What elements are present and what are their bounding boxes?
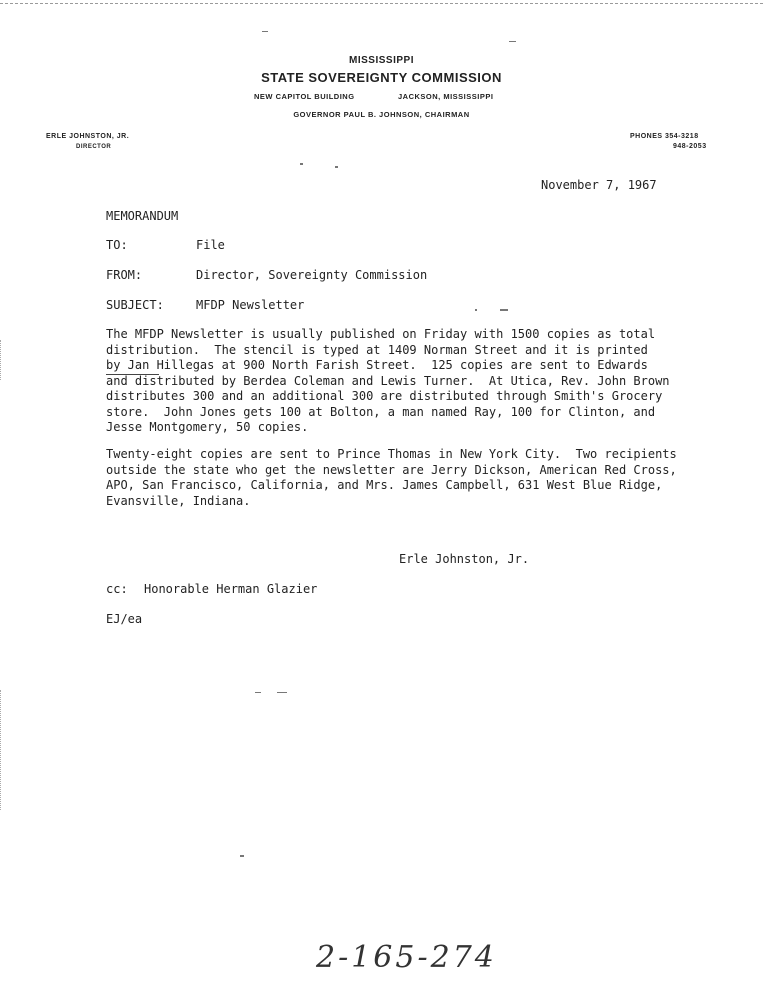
paragraph-line: Evansville, Indiana. (106, 493, 251, 508)
letterhead-city: JACKSON, MISSISSIPPI (398, 92, 494, 101)
phones-secondary: 948-2053 (673, 143, 707, 150)
director-title: DIRECTOR (76, 144, 112, 150)
phones-primary: PHONES 354-3218 (630, 133, 699, 140)
scan-speck (335, 166, 338, 168)
paragraph-line: The MFDP Newsletter is usually published on Friday with 1500 copies as total (106, 327, 656, 341)
scan-speck (262, 31, 268, 32)
margin-mark (0, 340, 2, 380)
margin-mark (0, 690, 2, 810)
handwritten-file-number: 2-165-274 (316, 940, 497, 975)
paragraph-line: outside the state who get the newsletter are Jerry Dickson, American Red Cross, (106, 462, 677, 477)
top-scan-edge (0, 3, 763, 4)
paragraph-line: Twenty-eight copies are sent to Prince Thomas in New York City. Two recipients (106, 447, 677, 461)
paragraph-line: store. John Jones gets 100 at Bolton, a man named Ray, 100 for Clinton, and (106, 404, 656, 419)
paragraph-line: Jesse Montgomery, 50 copies. (106, 420, 309, 434)
to-value: File (196, 238, 225, 252)
subject-value: MFDP Newsletter (196, 298, 305, 312)
subject-label: SUBJECT: (106, 298, 164, 312)
letterhead-building: NEW CAPITOL BUILDING (254, 92, 355, 101)
handwritten-underline (106, 374, 159, 375)
paragraph-line: and distributed by Berdea Coleman and Lewis Turner. At Utica, Rev. John Brown (106, 373, 670, 388)
letterhead-chairman: GOVERNOR PAUL B. JOHNSON, CHAIRMAN (293, 110, 470, 119)
paragraph-line: APO, San Francisco, California, and Mrs. James Campbell, 631 West Blue Ridge, (106, 478, 663, 492)
scan-speck (300, 163, 303, 165)
scan-speck (475, 309, 477, 311)
scan-speck (509, 41, 516, 42)
paragraph-1 (106, 327, 670, 436)
from-label: FROM: (106, 268, 143, 282)
memo-date: November 7, 1967 (541, 178, 657, 192)
typist-initials: EJ/ea (106, 612, 143, 626)
paragraph-line: distribution. The stencil is typed at 1409 Norman Street and it is printed (106, 342, 648, 357)
to-label: TO: (106, 238, 128, 252)
scan-speck (240, 855, 244, 857)
letterhead-commission: STATE SOVEREIGNTY COMMISSION (261, 70, 502, 85)
paragraph-line: by Jan Hillegas at 900 North Farish Street. 125 copies are sent to Edwards (106, 358, 648, 372)
cc-label: cc: (106, 582, 128, 596)
scan-speck (255, 692, 261, 693)
paragraph-2 (106, 447, 677, 509)
memo-heading: MEMORANDUM (106, 209, 179, 223)
director-name: ERLE JOHNSTON, JR. (46, 133, 130, 140)
scan-speck (277, 692, 287, 693)
from-value: Director, Sovereignty Commission (196, 268, 428, 282)
cc-value: Honorable Herman Glazier (144, 582, 318, 596)
paragraph-line: distributes 300 and an additional 300 are distributed through Smith's Grocery (106, 389, 663, 403)
scan-speck (500, 309, 508, 311)
signature: Erle Johnston, Jr. (399, 552, 530, 566)
letterhead-state: MISSISSIPPI (349, 55, 414, 66)
